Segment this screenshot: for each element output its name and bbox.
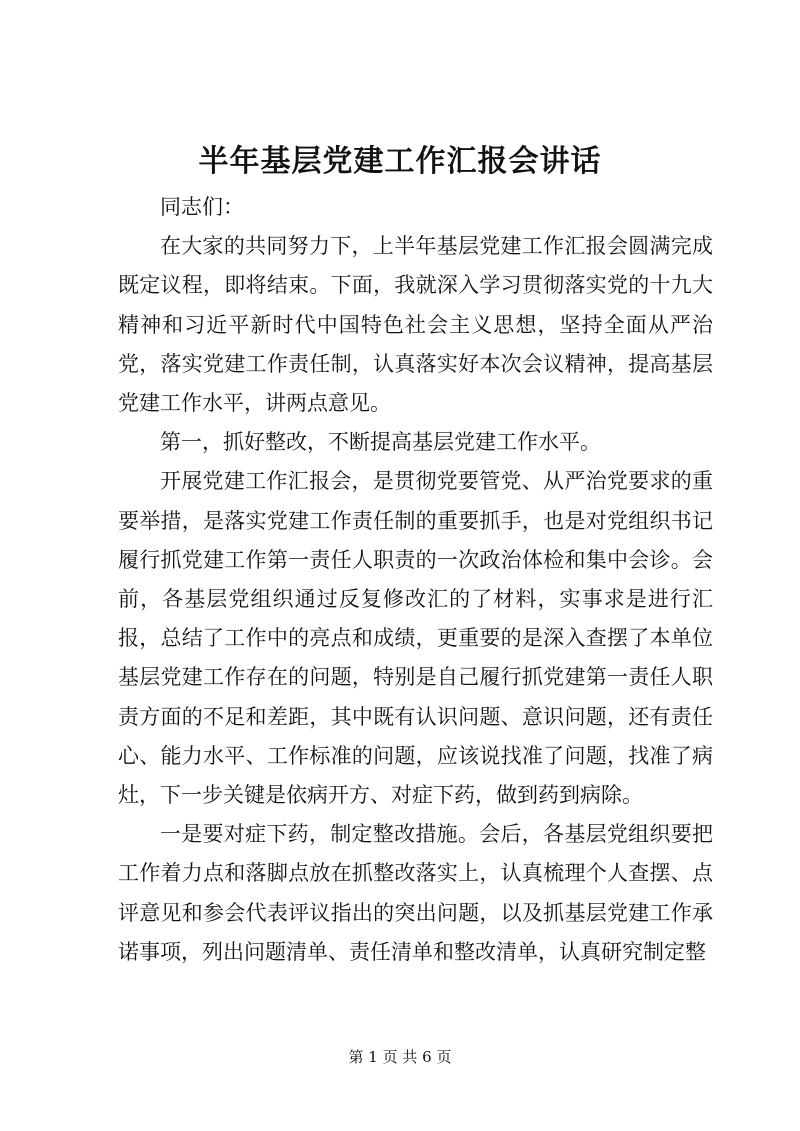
- page-footer: 第 1 页 共 6 页: [348, 1048, 452, 1066]
- body-paragraph: 一是要对症下药，制定整改措施。会后，各基层党组织要把工作着力点和落脚点放在抓整改落实上，认真梳理个人查摆、点评意见和参会代表评议指出的突出问题，以及抓基层党建工作承诺事项，列出问题清单、责任清单和整改清单，认真研究制定整: [118, 822, 713, 964]
- intro-paragraph: 在大家的共同努力下，上半年基层党建工作汇报会圆满完成既定议程，即将结束。下面，我就深入学习贯彻落实党的十九大精神和习近平新时代中国特色社会主义思想，坚持全面从严治党，落实党建工作责任制，认真落实好本次会议精神，提高基层党建工作水平，讲两点意见。: [118, 234, 713, 416]
- body-paragraph: 开展党建工作汇报会，是贯彻党要管党、从严治党要求的重要举措，是落实党建工作责任制的重要抓手，也是对党组织书记履行抓党建工作第一责任人职责的一次政治体检和集中会诊。会前，各基层党组织通过反复修改汇的了材料，实事求是进行汇报，总结了工作中的亮点和成绩，更重要的是深入查摆了本单位基层党建工作存在的问题，特别是自己履行抓党建第一责任人职责方面的不足和差距，其中既有认识问题、意识问题，还有责任心、能力水平、工作标准的问题，应该说找准了问题，找准了病灶，下一步关键是依病开方、对症下药，做到药到病除。: [118, 469, 713, 808]
- salutation-paragraph: 同志们：: [160, 195, 244, 219]
- document-body: [118, 188, 713, 972]
- section-heading-paragraph: 第一，抓好整改，不断提高基层党建工作水平。: [160, 430, 601, 455]
- document-title: 半年基层党建工作汇报会讲话: [198, 144, 602, 179]
